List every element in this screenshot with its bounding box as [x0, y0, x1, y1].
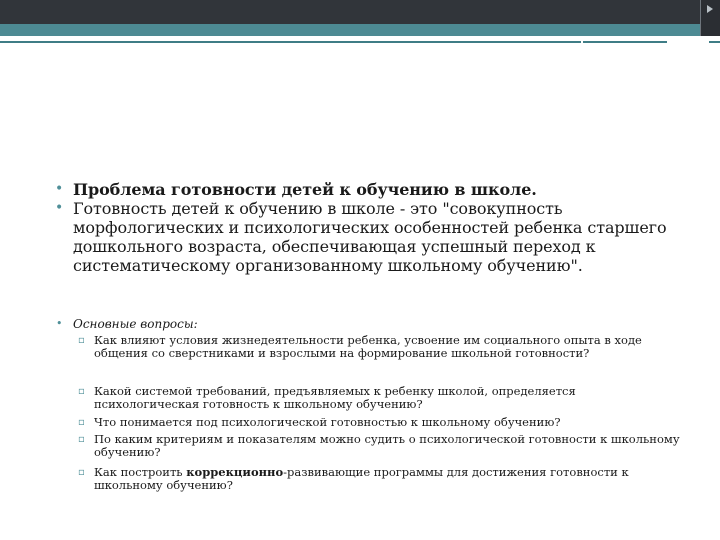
question-item-last	[94, 466, 684, 493]
question-suffix: -развивающие программы для достижения готовности к школьному обучению?	[94, 465, 629, 493]
sub-bullet-icon: ▫	[78, 417, 85, 428]
sub-bullet-icon: ▫	[78, 434, 85, 445]
sub-bullet-icon: ▫	[78, 386, 85, 397]
point-definition: Готовность детей к обучению в школе - это "совокупность морфологических и психологических особенностей ребенка старшего дошкольного возраста, обеспечивающая успешный переход к систематическому организованному школьному обучению".	[73, 199, 667, 275]
question-item: Как влияют условия жизнедеятельности ребенка, усвоение им социального опыта в ходе общения со сверстниками и взрослыми на формирование школьной готовности?	[94, 333, 642, 361]
sub-bullet-icon: ▫	[78, 467, 85, 478]
question-item: Что понимается под психологической готовностью к школьному обучению?	[94, 415, 561, 429]
questions-heading: Основные вопросы:	[73, 317, 198, 331]
question-emphasis: коррекционно	[186, 465, 284, 479]
question-prefix: Как построить	[94, 465, 187, 479]
sub-bullet-icon: ▫	[78, 335, 85, 346]
bullet-icon: •	[56, 317, 63, 330]
question-item: Какой системой требований, предъявляемых к ребенку школой, определяется психологическая готовность к школьному обучению?	[94, 384, 576, 412]
question-item: По каким критериям и показателям можно судить о психологической готовности к школьному обучению?	[94, 432, 680, 460]
bullet-icon: •	[55, 200, 64, 216]
bullet-icon: •	[55, 181, 64, 197]
point-title: Проблема готовности детей к обучению в школе.	[73, 180, 537, 199]
